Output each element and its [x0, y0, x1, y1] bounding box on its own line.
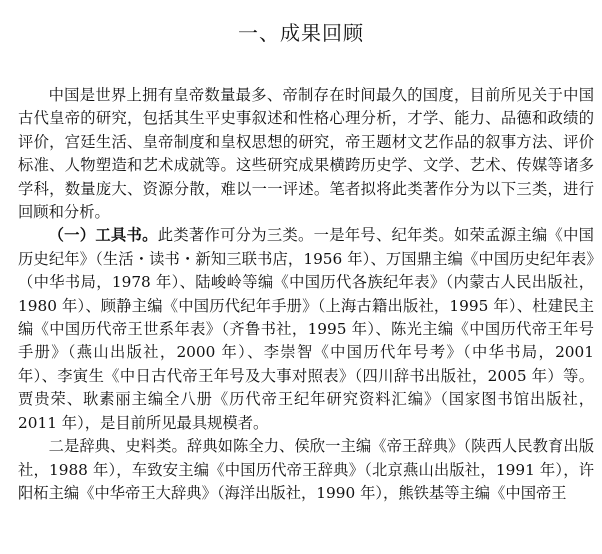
paragraph-dictionaries-text: 二是辞典、史料类。辞典如陈全力、侯欣一主编《帝王辞典》（陕西人民教育出版社，1988 年），车致安主编《中国历代帝王辞典》（北京燕山出版社，1991 年），许阳柘主编《中华帝王大辞典》（海洋出版社，1990 年），熊铁基等主编《中国帝王: [18, 437, 594, 502]
body-text: [18, 84, 594, 505]
paragraph-intro-text: 中国是世界上拥有皇帝数量最多、帝制存在时间最久的国度，目前所见关于中国古代皇帝的研究，包括其生平史事叙述和性格心理分析，才学、能力、品德和政绩的评价，宫廷生活、皇帝制度和皇权思想的研究，帝王题材文艺作品的叙事方法、评价标准、人物塑造和艺术成就等。这些研究成果横跨历史学、文学、艺术、传媒等诸多学科，数量庞大、资源分散，难以一一评述。笔者拟将此类著作分为以下三类，进行回顾和分析。: [18, 86, 594, 222]
paragraph-reference-books: [18, 224, 594, 435]
section-heading-reference-books: （一）工具书。: [48, 226, 158, 245]
section-title: 一、成果回顾: [238, 21, 364, 45]
paragraph-intro: [18, 84, 594, 224]
paragraph-reference-books-text: 此类著作可分为三类。一是年号、纪年类。如荣孟源主编《中国历史纪年》（生活・读书・新知三联书店，1956 年）、万国鼎主编《中国历史纪年表》（中华书局，1978 年）、陆峻岭等编《中国历代各族纪年表》（内蒙古人民出版社，1980 年）、顾静主编《中国历代纪年手册》（上海古籍出版社，1995 年）、杜建民主编《中国历代帝王世系年表》（齐鲁书社，1995 年）、陈光主编《中国历代帝王年号手册》（燕山出版社，2000 年）、李崇智《中国历代年号考》（中华书局，2001 年）、李寅生《中日古代帝王年号及大事对照表》（四川辞书出版社，2005 年）等。贾贵荣、耿素丽主编全八册《历代帝王纪年研究资料汇编》（国家图书馆出版社，2011 年），是目前所见最具规模者。: [18, 226, 594, 432]
paragraph-dictionaries: [18, 435, 594, 505]
